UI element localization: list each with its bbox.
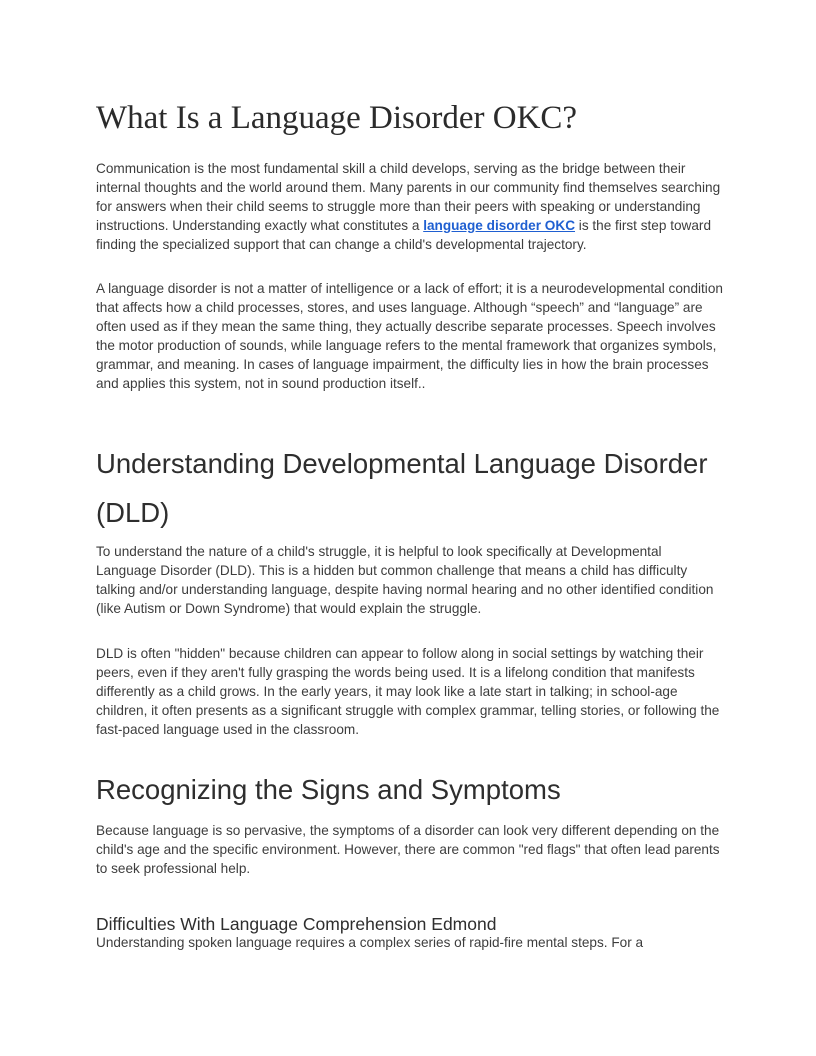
intro-text-after: is the first step toward finding the specialized support that can change a child's developmental trajectory. (96, 217, 712, 252)
signs-heading: Recognizing the Signs and Symptoms (96, 774, 561, 805)
dld-paragraph-1: To understand the nature of a child's struggle, it is helpful to look specifically at Developmental Language Disorder (DLD). This is a hidden but common challenge that means a child has difficulty talking and/or understanding language, despite having normal hearing and no other identified condition (like Autism or Down Syndrome) that would explain the struggle. (96, 544, 714, 616)
dld-paragraph-2: DLD is often "hidden" because children can appear to follow along in social settings by watching their peers, even if they aren't fully grasping the words being used. It is a lifelong condition that manifests differently as a child grows. In the early years, it may look like a late start in talking; in school-age children, it often presents as a significant struggle with complex grammar, telling stories, or following the fast-paced language used in the classroom. (96, 646, 720, 737)
signs-paragraph-1: Because language is so pervasive, the symptoms of a disorder can look very different depending on the child's age and the specific environment. However, there are common "red flags" that often lead parents to seek professional help. (96, 823, 720, 876)
dld-heading: Understanding Developmental Language Disorder (DLD) (96, 448, 708, 528)
comprehension-paragraph: Understanding spoken language requires a complex series of rapid-fire mental steps. For a (96, 935, 644, 950)
page-title: What Is a Language Disorder OKC? (96, 100, 578, 136)
language-disorder-okc-link[interactable]: language disorder OKC (423, 217, 576, 233)
comprehension-subheading: Difficulties With Language Comprehension Edmond (96, 914, 497, 934)
intro-paragraph-1 (96, 160, 724, 255)
intro-text-before: Communication is the most fundamental skill a child develops, serving as the bridge between their internal thoughts and the world around them. Many parents in our community find themselves searching for answers when their child seems to struggle more than their peers with speaking or understanding instructions. Understanding exactly what constitutes a (96, 161, 721, 233)
intro-paragraph-2: A language disorder is not a matter of intelligence or a lack of effort; it is a neurodevelopmental condition that affects how a child processes, stores, and uses language. Although “speech” and “language” are often used as if they mean the same thing, they actually describe separate processes. Speech involves the motor production of sounds, while language refers to the mental framework that organizes symbols, grammar, and meaning. In cases of language impairment, the difficulty lies in how the brain processes and applies this system, not in sound production itself.. (96, 281, 723, 391)
